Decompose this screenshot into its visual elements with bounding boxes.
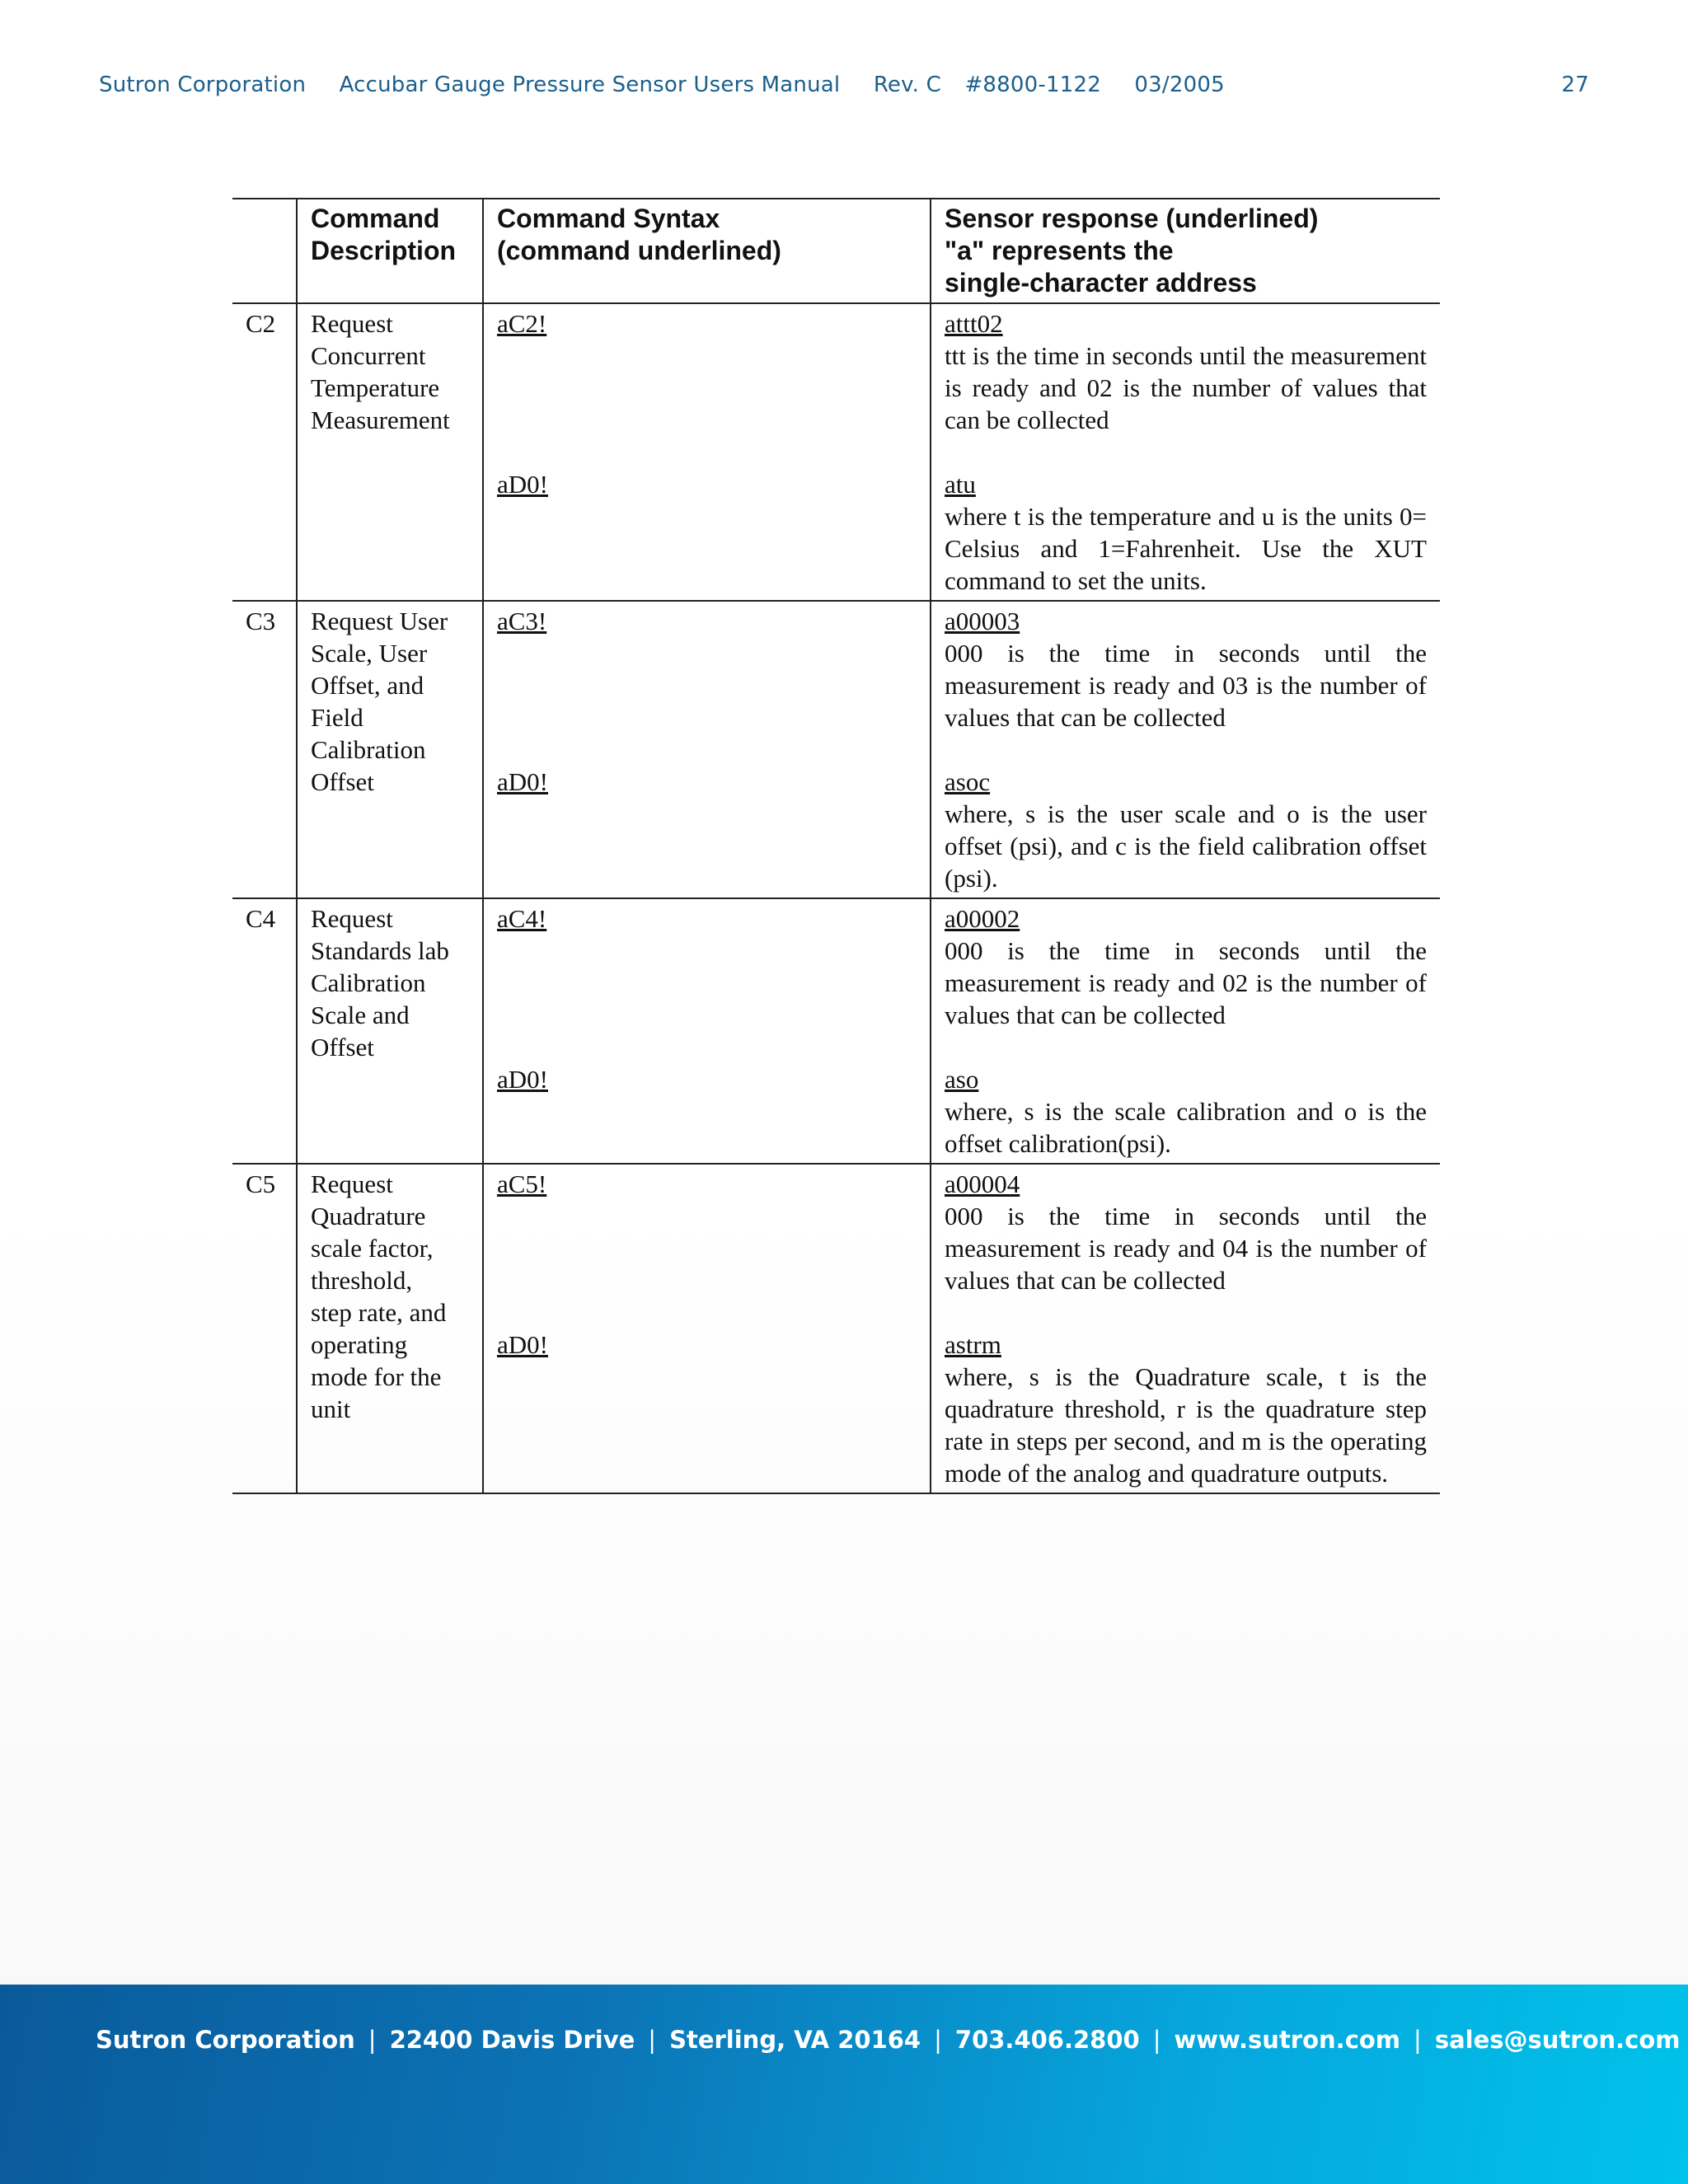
footer-city: Sterling, VA 20164	[669, 2026, 921, 2054]
description-line: Offset	[311, 1033, 374, 1062]
command-syntax	[483, 601, 931, 898]
response-gap	[945, 1031, 1427, 1063]
response-code: asoc	[945, 767, 991, 796]
command-id: C3	[232, 601, 297, 898]
footer-company: Sutron Corporation	[96, 2026, 355, 2054]
command-table	[232, 198, 1440, 1494]
footer-website[interactable]: www.sutron.com	[1174, 2026, 1401, 2054]
response-gap	[945, 1296, 1427, 1329]
command-measure: aC2!	[497, 309, 547, 338]
command-data: aD0!	[497, 470, 548, 499]
header-doc-number: #8800-1122	[964, 73, 1101, 97]
description-line: mode for the	[311, 1362, 442, 1391]
description-line: Temperature	[311, 373, 440, 402]
response-block-data	[945, 1063, 1427, 1160]
footer-address: 22400 Davis Drive	[389, 2026, 635, 2054]
footer-email[interactable]: sales@sutron.com	[1434, 2026, 1681, 2054]
header-description: Command Description	[297, 199, 483, 303]
description-line: Scale, User	[311, 639, 428, 668]
response-code: attt02	[945, 309, 1003, 338]
sensor-response	[931, 1164, 1440, 1493]
response-text: 000 is the time in seconds until the measurement is ready and 04 is the number of values that can be collected	[945, 1202, 1427, 1295]
command-measure: aC4!	[497, 904, 547, 933]
response-block-measure	[945, 307, 1427, 436]
command-syntax	[483, 303, 931, 601]
command-id: C4	[232, 898, 297, 1164]
description-line: Offset	[311, 767, 374, 796]
description-line: Calibration	[311, 735, 426, 764]
description-line: operating	[311, 1330, 408, 1359]
footer-contact-line: Sutron Corporation | 22400 Davis Drive | Sterling, VA 20164 | 703.406.2800 | www.sutron.com | sales@sutron.com	[96, 2026, 1681, 2054]
footer-phone: 703.406.2800	[954, 2026, 1140, 2054]
table-row	[232, 303, 1440, 601]
response-gap	[945, 436, 1427, 468]
header-syntax: Command Syntax (command underlined)	[483, 199, 931, 303]
command-data: aD0!	[497, 1330, 548, 1359]
description-line: unit	[311, 1394, 351, 1423]
description-line: Standards lab	[311, 936, 449, 965]
header-left	[99, 73, 1225, 97]
description-line: step rate, and	[311, 1298, 447, 1327]
header-title: Accubar Gauge Pressure Sensor Users Manual	[339, 73, 841, 97]
response-text: where, s is the scale calibration and o is the offset calibration(psi).	[945, 1097, 1427, 1158]
description-line: Request	[311, 309, 393, 338]
response-text: where, s is the user scale and o is the user offset (psi), and c is the field calibration offset (psi).	[945, 799, 1427, 893]
response-block-measure	[945, 1168, 1427, 1296]
command-measure: aC5!	[497, 1169, 547, 1198]
description-line: Request	[311, 1169, 393, 1198]
page-number: 27	[1561, 73, 1589, 97]
command-id: C5	[232, 1164, 297, 1493]
response-code: a00002	[945, 904, 1020, 933]
table-header-row	[232, 199, 1440, 303]
table-row	[232, 898, 1440, 1164]
command-data: aD0!	[497, 1065, 548, 1094]
description-line: Measurement	[311, 405, 450, 434]
header-response: Sensor response (underlined) "a" represents the single-character address	[931, 199, 1440, 303]
response-block-data	[945, 1329, 1427, 1489]
description-line: Quadrature	[311, 1202, 426, 1230]
response-block-measure	[945, 605, 1427, 733]
response-block-data	[945, 766, 1427, 894]
response-code: atu	[945, 470, 976, 499]
response-code: aso	[945, 1065, 979, 1094]
response-code: a00003	[945, 607, 1020, 635]
sensor-response	[931, 601, 1440, 898]
response-code: astrm	[945, 1330, 1001, 1359]
page-header	[99, 73, 1589, 97]
description-line: Offset, and	[311, 671, 424, 700]
description-line: threshold,	[311, 1266, 413, 1295]
response-text: where t is the temperature and u is the units 0= Celsius and 1=Fahrenheit. Use the XUT command to set the units.	[945, 502, 1427, 595]
header-date: 03/2005	[1134, 73, 1225, 97]
command-data: aD0!	[497, 767, 548, 796]
header-rev: Rev. C	[873, 73, 941, 97]
description-line: Scale and	[311, 1001, 410, 1029]
header-id-cell	[232, 199, 297, 303]
response-text: ttt is the time in seconds until the measurement is ready and 02 is the number of values that can be collected	[945, 341, 1427, 434]
description-line: Request	[311, 904, 393, 933]
table-row	[232, 1164, 1440, 1493]
command-id: C2	[232, 303, 297, 601]
command-measure: aC3!	[497, 607, 547, 635]
command-syntax	[483, 898, 931, 1164]
sensor-response	[931, 303, 1440, 601]
description-line: Concurrent	[311, 341, 426, 370]
response-text: 000 is the time in seconds until the measurement is ready and 02 is the number of values that can be collected	[945, 936, 1427, 1029]
response-block-measure	[945, 902, 1427, 1031]
page-footer	[0, 1985, 1688, 2184]
description-line: Calibration	[311, 968, 426, 997]
command-description	[297, 898, 483, 1164]
command-description	[297, 601, 483, 898]
response-text: 000 is the time in seconds until the measurement is ready and 03 is the number of values that can be collected	[945, 639, 1427, 732]
command-description	[297, 303, 483, 601]
table-row	[232, 601, 1440, 898]
command-description	[297, 1164, 483, 1493]
response-block-data	[945, 468, 1427, 597]
description-line: Request User	[311, 607, 448, 635]
response-text: where, s is the Quadrature scale, t is the quadrature threshold, r is the quadrature step rate in steps per second, and m is the operating mode of the analog and quadrature outputs.	[945, 1362, 1427, 1488]
description-line: scale factor,	[311, 1234, 434, 1263]
response-code: a00004	[945, 1169, 1020, 1198]
header-company: Sutron Corporation	[99, 73, 307, 97]
command-syntax	[483, 1164, 931, 1493]
description-line: Field	[311, 703, 363, 732]
sensor-response	[931, 898, 1440, 1164]
response-gap	[945, 733, 1427, 766]
